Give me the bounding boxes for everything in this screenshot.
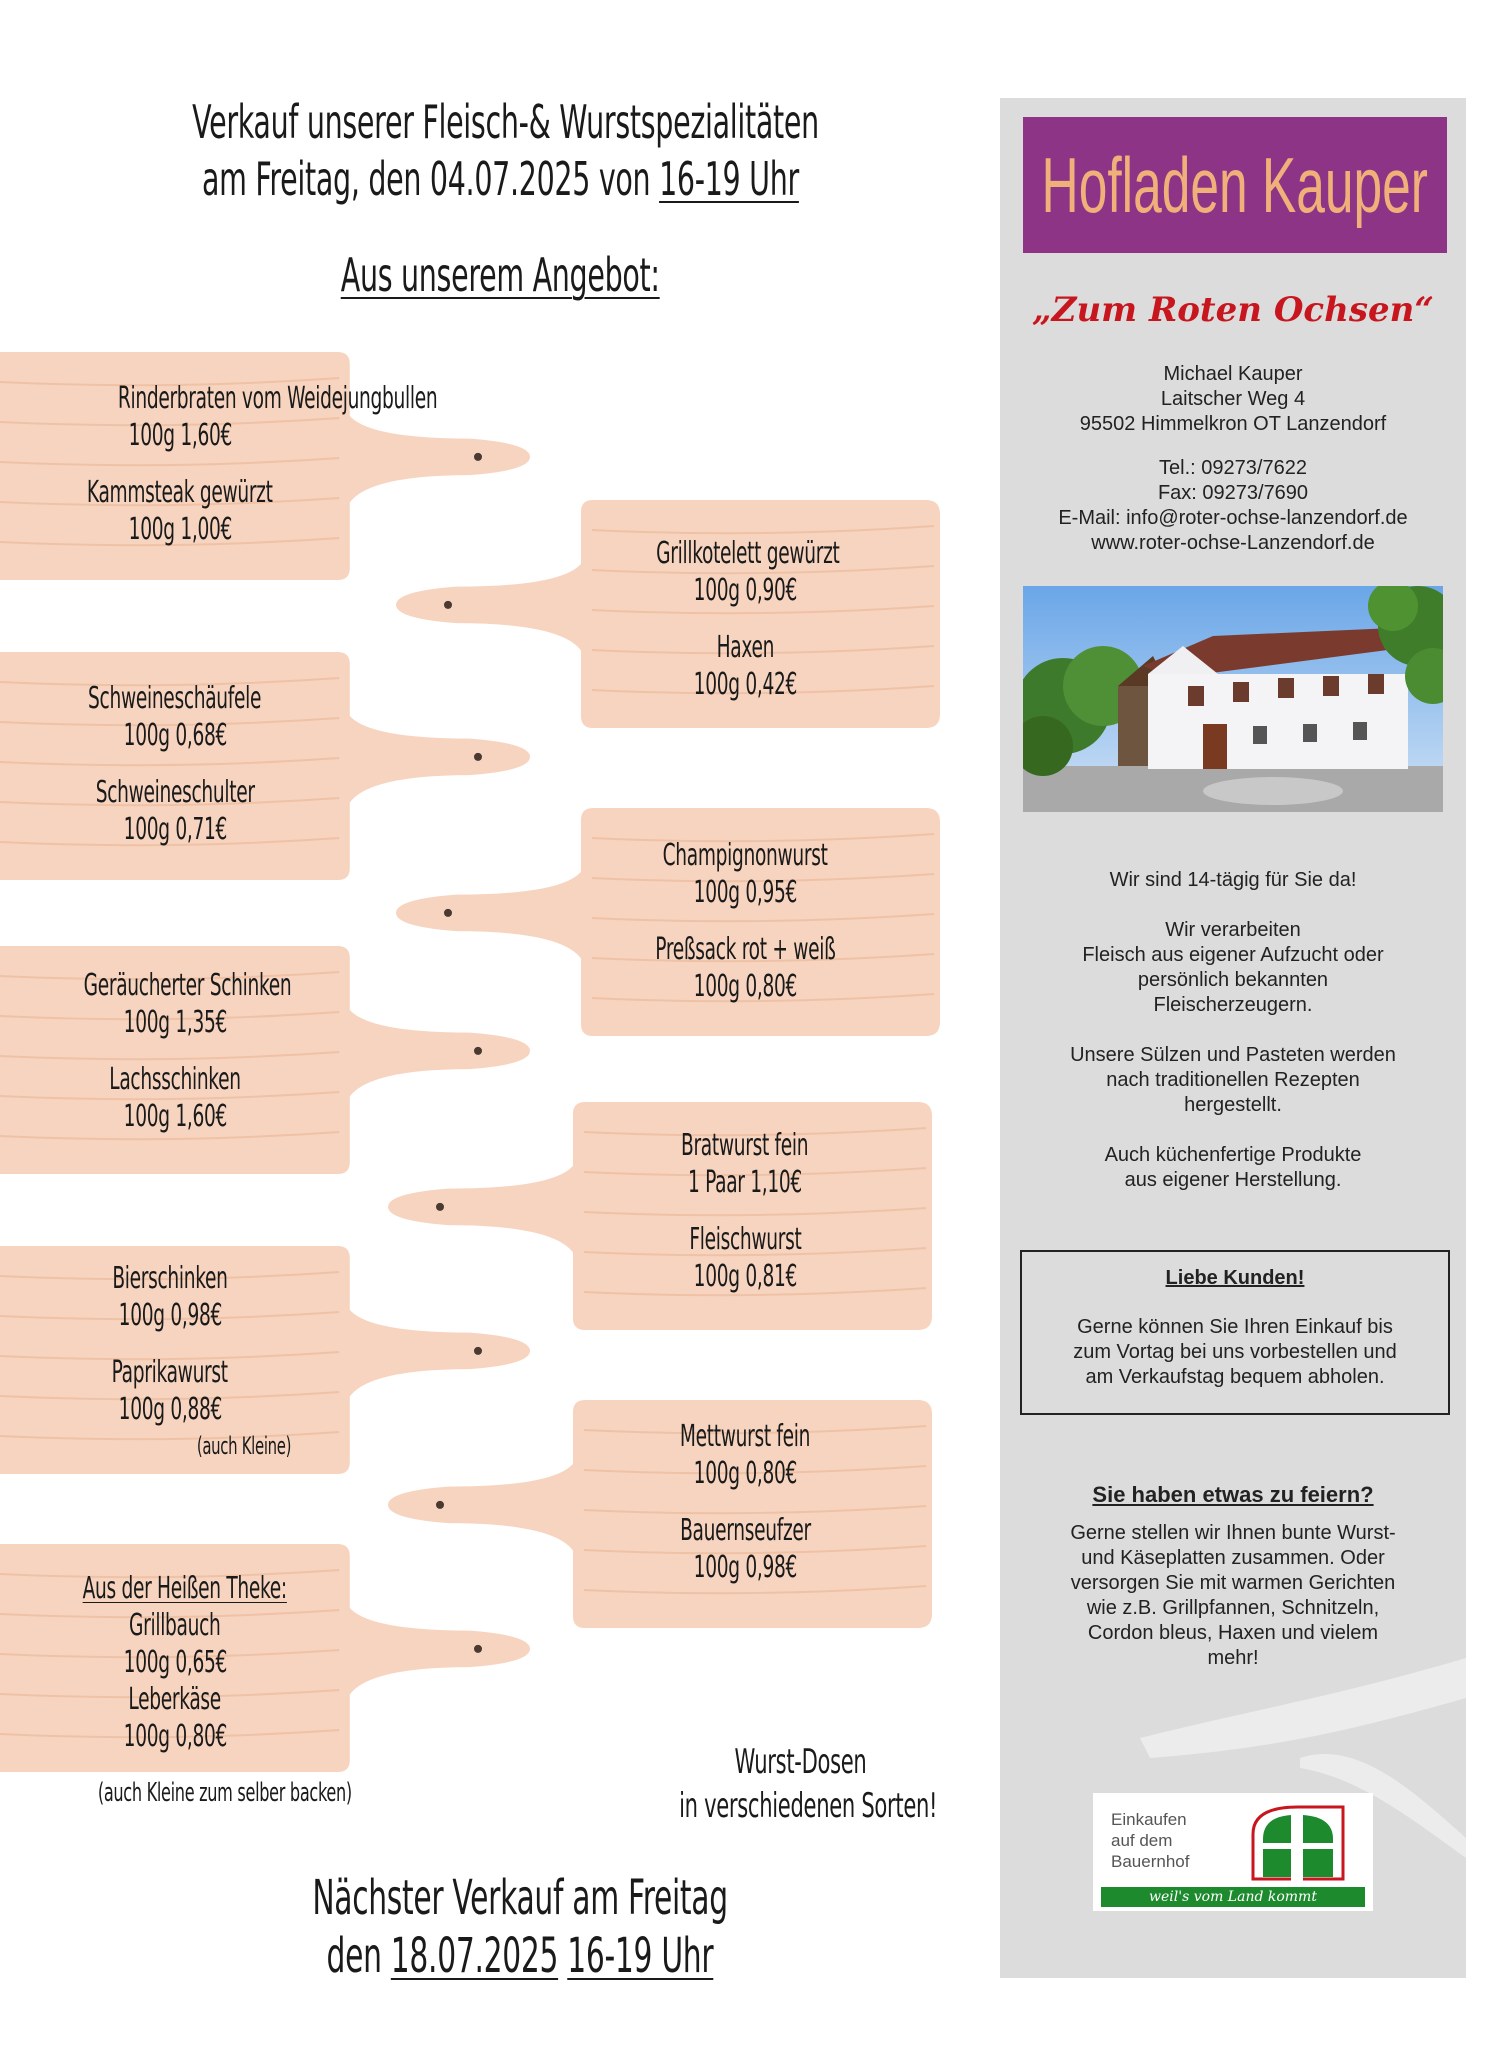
brand-banner [1023, 117, 1447, 253]
product-note: (auch Kleine) [196, 1432, 292, 1460]
header-line-1: Verkauf unserer Fleisch-& Wurstspezialitäten [192, 95, 819, 149]
bauernhof-logo [1093, 1793, 1373, 1911]
product-price: 100g 0,80€ [693, 969, 797, 1004]
product-name: Grillbauch [129, 1608, 221, 1643]
contact-fax: Fax: 09273/7690 [1157, 482, 1309, 504]
party-line: Gerne stellen wir Ihnen bunte Wurst- [1070, 1522, 1396, 1544]
product-price: 100g 0,81€ [693, 1259, 797, 1294]
wurst-dosen [600, 1740, 1000, 1828]
product-name: Fleischwurst [688, 1222, 802, 1257]
info-line: persönlich bekannten [1137, 969, 1329, 991]
product-price: 100g 1,35€ [123, 1005, 227, 1040]
contact-website[interactable]: www.roter-ochse-Lanzendorf.de [1091, 532, 1375, 554]
product-name: Schweineschulter [95, 775, 255, 810]
logo-text-line: Einkaufen [1111, 1810, 1187, 1829]
board-hole [436, 1203, 444, 1211]
board-hole [444, 601, 452, 609]
barn-door-icon [1243, 1799, 1363, 1889]
product-name: Grillkotelett gewürzt [656, 536, 840, 571]
info-line: Unsere Sülzen und Pasteten werden [1070, 1044, 1396, 1066]
info-line: aus eigener Herstellung. [1124, 1169, 1342, 1191]
party-line: und Käseplatten zusammen. Oder [1081, 1547, 1385, 1569]
product-price: 1 Paar 1,10€ [687, 1165, 802, 1200]
party-section [1000, 1482, 1466, 1671]
product-price: 100g 0,98€ [118, 1298, 222, 1333]
product-price: 100g 0,88€ [118, 1392, 222, 1427]
product-price: 100g 0,71€ [123, 812, 227, 847]
board-items [20, 380, 438, 548]
product-name: Lachsschinken [109, 1062, 241, 1097]
board-items [600, 535, 890, 703]
product-price: 100g 0,80€ [693, 1456, 797, 1491]
info-line: Auch küchenfertige Produkte [1104, 1144, 1362, 1166]
logo-slogan: weil's vom Land kommt [1101, 1887, 1365, 1907]
info-line: Fleisch aus eigener Aufzucht oder [1082, 944, 1384, 966]
footer-date: 18.07.2025 [390, 1928, 559, 1984]
board-hole [474, 453, 482, 461]
board-items [20, 1570, 330, 1755]
product-name: Preßsack rot + weiß [655, 932, 836, 967]
product-name: Bratwurst fein [681, 1128, 809, 1163]
info-block [1000, 868, 1466, 1193]
product-price: 100g 1,60€ [128, 418, 232, 453]
footer-line-2: den 18.07.2025 16-19 Uhr [326, 1928, 714, 1984]
customer-notice-title: Liebe Kunden! [1165, 1267, 1305, 1289]
board-hole [474, 1347, 482, 1355]
info-frequency: Wir sind 14-tägig für Sie da! [1109, 869, 1357, 891]
party-line: versorgen Sie mit warmen Gerichten [1070, 1572, 1396, 1594]
product-name: Paprikawurst [111, 1355, 229, 1390]
product-name: Schweineschäufele [88, 681, 262, 716]
wurst-dosen-title: Wurst-Dosen [733, 1742, 866, 1782]
hot-counter-note: (auch Kleine zum selber backen) [97, 1778, 352, 1808]
board-hole [474, 1645, 482, 1653]
address-street: Laitscher Weg 4 [1160, 388, 1306, 410]
product-name: Mettwurst fein [679, 1419, 811, 1454]
board-items [600, 1127, 890, 1295]
logo-text-line: auf dem [1111, 1831, 1173, 1850]
board-hole [436, 1501, 444, 1509]
product-price: 100g 0,80€ [123, 1719, 227, 1754]
contact-email[interactable]: E-Mail: info@roter-ochse-lanzendorf.de [1058, 507, 1408, 529]
offer-heading: Aus unserem Angebot: [340, 248, 660, 302]
product-price: 100g 0,90€ [693, 573, 797, 608]
inn-name: „Zum Roten Ochsen“ [1032, 290, 1434, 330]
wurst-dosen-subtitle: in verschiedenen Sorten! [679, 1786, 938, 1826]
board-items [20, 967, 330, 1135]
product-name: Rinderbraten vom Weidejungbullen [117, 381, 438, 416]
product-name: Kammsteak gewürzt [87, 475, 273, 510]
info-line: Wir verarbeiten [1165, 919, 1301, 941]
header-line-2 [0, 152, 1000, 206]
party-line: wie z.B. Grillpfannen, Schnitzeln, [1086, 1597, 1380, 1619]
board-heading: Aus der Heißen Theke: [82, 1571, 287, 1606]
product-name: Leberkäse [128, 1682, 222, 1717]
footer-line-1: Nächster Verkauf am Freitag [312, 1870, 728, 1926]
product-price: 100g 0,95€ [693, 875, 797, 910]
board-items [600, 1418, 890, 1586]
info-line: hergestellt. [1184, 1094, 1282, 1116]
header-time: 16-19 Uhr [658, 152, 799, 206]
address-name: Michael Kauper [1163, 363, 1303, 385]
party-line: Cordon bleus, Haxen und vielem [1087, 1622, 1379, 1644]
logo-text-line: Bauernhof [1111, 1852, 1190, 1871]
info-line: nach traditionellen Rezepten [1106, 1069, 1360, 1091]
customer-notice-line: am Verkaufstag bequem abholen. [1085, 1366, 1385, 1388]
product-price: 100g 0,42€ [693, 667, 797, 702]
product-name: Haxen [716, 630, 774, 665]
header-date: am Freitag, den 04.07.2025 von [201, 152, 659, 206]
product-price: 100g 0,68€ [123, 718, 227, 753]
customer-notice [1020, 1266, 1450, 1390]
product-name: Champignonwurst [662, 838, 828, 873]
board-items [20, 1260, 320, 1465]
customer-notice-line: Gerne können Sie Ihren Einkauf bis [1077, 1316, 1393, 1338]
board-hole [474, 753, 482, 761]
board-items [20, 680, 330, 848]
contact-phone: Tel.: 09273/7622 [1159, 457, 1307, 479]
customer-notice-line: zum Vortag bei uns vorbestellen und [1073, 1341, 1397, 1363]
product-price: 100g 0,65€ [123, 1645, 227, 1680]
address-block [1000, 362, 1466, 437]
party-title: Sie haben etwas zu feiern? [1092, 1482, 1374, 1507]
board-items [600, 837, 890, 1005]
contact-block [1000, 456, 1466, 556]
product-price: 100g 0,98€ [693, 1550, 797, 1585]
address-city: 95502 Himmelkron OT Lanzendorf [1079, 413, 1387, 435]
product-price: 100g 1,00€ [128, 512, 232, 547]
brand-title: Hofladen Kauper [1041, 140, 1429, 229]
inn-photo [1023, 586, 1443, 812]
board-hole [474, 1047, 482, 1055]
product-name: Bauernseufzer [679, 1513, 811, 1548]
party-line: mehr! [1207, 1647, 1259, 1669]
footer-time: 16-19 Uhr [567, 1928, 714, 1984]
product-price: 100g 1,60€ [123, 1099, 227, 1134]
product-name: Geräucherter Schinken [83, 968, 292, 1003]
board-hole [444, 909, 452, 917]
product-name: Bierschinken [112, 1261, 228, 1296]
info-line: Fleischerzeugern. [1153, 994, 1313, 1016]
